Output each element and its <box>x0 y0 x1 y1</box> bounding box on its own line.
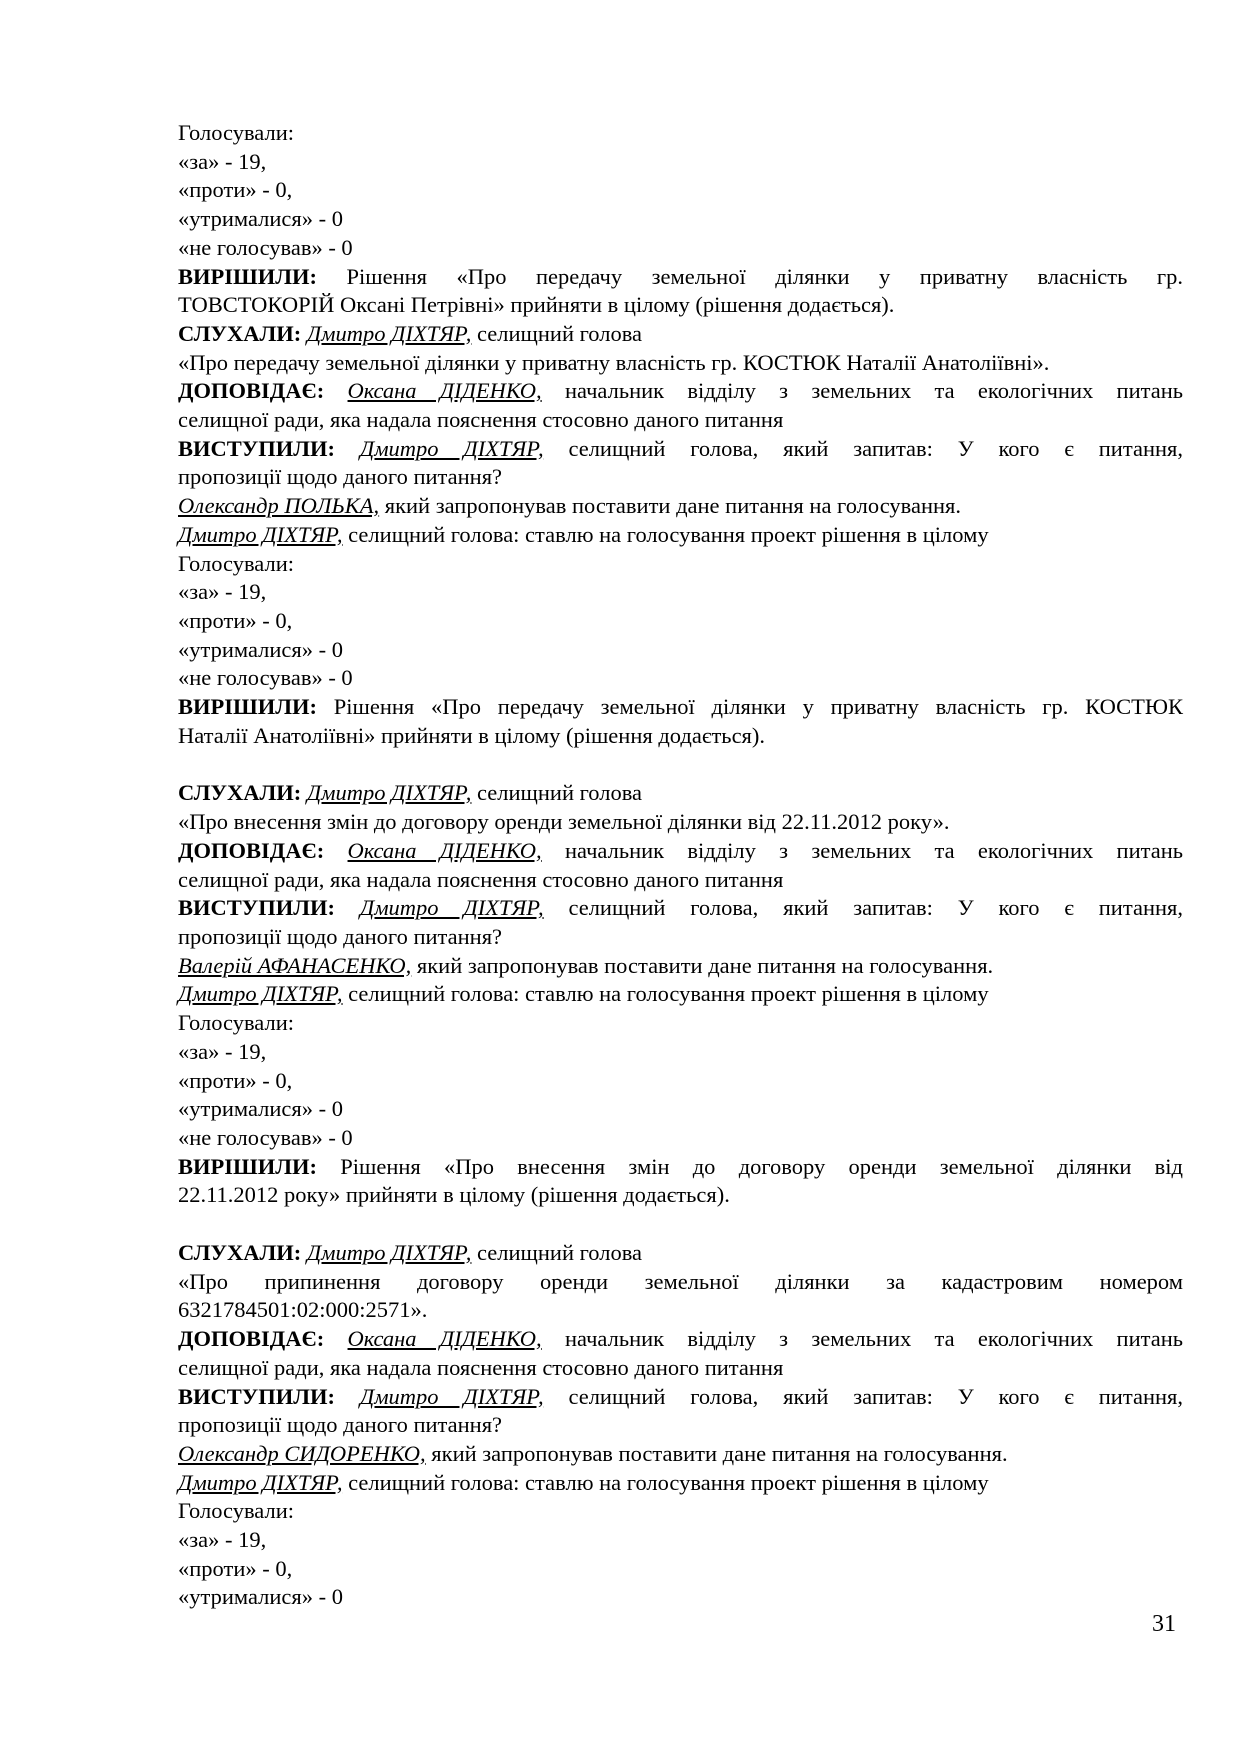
reports-line: селищної ради, яка надала пояснення стосовно даного питання <box>178 866 784 892</box>
decided-label: ВИРІШИЛИ: <box>178 1153 317 1179</box>
speaker-role: селищний голова <box>471 1240 643 1266</box>
heard-label: СЛУХАЛИ: <box>178 320 302 346</box>
reporter-text: начальник відділу з земельних та екологічних питань <box>541 1326 1184 1352</box>
vote-abstain: «утрималися» - 0 <box>178 1096 344 1122</box>
chair-text: селищний голова: ставлю на голосування проект рішення в цілому <box>342 1469 989 1495</box>
proposer-name: Олександр ПОЛЬКА, <box>178 493 380 519</box>
reports-line: селищної ради, яка надала пояснення стосовно даного питання <box>178 1354 784 1380</box>
decision-text: Рішення «Про передачу земельної ділянки у приватну власність гр. КОСТЮК <box>316 694 1183 720</box>
spoke-line <box>178 1383 1183 1412</box>
reports-label: ДОПОВІДАЄ: <box>178 378 325 404</box>
heard-label: СЛУХАЛИ: <box>178 1240 302 1266</box>
reporter-name: Оксана ДІДЕНКО, <box>347 837 542 863</box>
reports-line <box>178 837 1183 866</box>
vote-none: «не голосував» - 0 <box>178 234 353 260</box>
proposer-name: Валерій АФАНАСЕНКО, <box>178 952 412 978</box>
proposer-text: який запропонував поставити дане питання на голосування. <box>425 1440 1008 1466</box>
decided-label: ВИРІШИЛИ: <box>178 263 317 289</box>
decision-line: Наталії Анатоліївні» прийняти в цілому (рішення додається). <box>178 722 766 748</box>
spoke-line <box>178 894 1183 923</box>
decision-line: 22.11.2012 року» прийняти в цілому (рішення додається). <box>178 1182 730 1208</box>
topic-line: 6321784501:02:000:2571». <box>178 1297 428 1323</box>
vote-label: Голосували: <box>178 1498 294 1524</box>
reports-label: ДОПОВІДАЄ: <box>178 1326 325 1352</box>
topic-line: «Про передачу земельної ділянки у приватну власність гр. КОСТЮК Наталії Анатоліївні». <box>178 349 1050 375</box>
reports-label: ДОПОВІДАЄ: <box>178 837 325 863</box>
vote-label: Голосували: <box>178 1010 294 1036</box>
vote-for: «за» - 19, <box>178 579 267 605</box>
spoke-label: ВИСТУПИЛИ: <box>178 1383 336 1409</box>
vote-against: «проти» - 0, <box>178 177 293 203</box>
vote-abstain: «утрималися» - 0 <box>178 636 344 662</box>
speaker-name: Дмитро ДІХТЯР, <box>359 1383 544 1409</box>
chair-line <box>178 1469 1183 1498</box>
heard-line <box>178 779 1183 808</box>
proposer-name: Олександр СИДОРЕНКО, <box>178 1440 426 1466</box>
reports-line: селищної ради, яка надала пояснення стосовно даного питання <box>178 407 784 433</box>
reporter-name: Оксана ДІДЕНКО, <box>347 378 542 404</box>
vote-for: «за» - 19, <box>178 1527 267 1553</box>
heard-label: СЛУХАЛИ: <box>178 780 302 806</box>
spoke-text: селищний голова, який запитав: У кого є питання, <box>543 435 1183 461</box>
heard-line <box>178 1239 1183 1268</box>
chair-line <box>178 521 1183 550</box>
speaker-name: Дмитро ДІХТЯР, <box>306 320 472 346</box>
speaker-name: Дмитро ДІХТЯР, <box>306 1240 472 1266</box>
reports-line <box>178 377 1183 406</box>
reporter-text: начальник відділу з земельних та екологічних питань <box>541 378 1184 404</box>
spoke-line <box>178 435 1183 464</box>
decided-label: ВИРІШИЛИ: <box>178 694 317 720</box>
vote-abstain: «утрималися» - 0 <box>178 206 344 232</box>
page-number: 31 <box>1152 1611 1176 1637</box>
decision-line <box>178 1153 1183 1182</box>
speaker-name: Дмитро ДІХТЯР, <box>359 435 544 461</box>
chair-text: селищний голова: ставлю на голосування проект рішення в цілому <box>342 981 989 1007</box>
spoke-line: пропозиції щодо даного питання? <box>178 464 503 490</box>
chair-name: Дмитро ДІХТЯР, <box>178 521 343 547</box>
spoke-text: селищний голова, який запитав: У кого є питання, <box>543 1383 1183 1409</box>
speaker-name: Дмитро ДІХТЯР, <box>306 780 472 806</box>
chair-line <box>178 980 1183 1009</box>
heard-line <box>178 320 1183 349</box>
section-gap <box>178 1210 1183 1239</box>
vote-for: «за» - 19, <box>178 1038 267 1064</box>
spoke-label: ВИСТУПИЛИ: <box>178 435 336 461</box>
vote-against: «проти» - 0, <box>178 1067 293 1093</box>
document-page <box>178 119 1183 1612</box>
spoke-label: ВИСТУПИЛИ: <box>178 895 336 921</box>
chair-name: Дмитро ДІХТЯР, <box>178 1469 343 1495</box>
proposer-line <box>178 492 1183 521</box>
proposer-line <box>178 952 1183 981</box>
chair-name: Дмитро ДІХТЯР, <box>178 981 343 1007</box>
decision-text: Рішення «Про внесення змін до договору оренди земельної ділянки від <box>316 1153 1183 1179</box>
vote-abstain: «утрималися» - 0 <box>178 1584 344 1610</box>
spoke-text: селищний голова, який запитав: У кого є питання, <box>543 895 1183 921</box>
vote-against: «проти» - 0, <box>178 1555 293 1581</box>
spoke-line: пропозиції щодо даного питання? <box>178 923 503 949</box>
spoke-line: пропозиції щодо даного питання? <box>178 1412 503 1438</box>
chair-text: селищний голова: ставлю на голосування проект рішення в цілому <box>342 521 989 547</box>
vote-none: «не голосував» - 0 <box>178 1124 353 1150</box>
decision-text: Рішення «Про передачу земельної ділянки у приватну власність гр. <box>316 263 1183 289</box>
decision-line <box>178 693 1183 722</box>
vote-label: Голосували: <box>178 120 294 145</box>
speaker-name: Дмитро ДІХТЯР, <box>359 895 544 921</box>
vote-label: Голосували: <box>178 550 294 576</box>
proposer-text: який запропонував поставити дане питання на голосування. <box>379 493 962 519</box>
proposer-line <box>178 1440 1183 1469</box>
speaker-role: селищний голова <box>471 320 643 346</box>
speaker-role: селищний голова <box>471 780 643 806</box>
decision-line: ТОВСТОКОРІЙ Оксані Петрівні» прийняти в цілому (рішення додається). <box>178 292 895 318</box>
decision-line <box>178 263 1183 292</box>
topic-line: «Про внесення змін до договору оренди земельної ділянки від 22.11.2012 року». <box>178 809 950 835</box>
section-gap <box>178 750 1183 779</box>
vote-for: «за» - 19, <box>178 148 267 174</box>
proposer-text: який запропонував поставити дане питання на голосування. <box>411 952 994 978</box>
vote-against: «проти» - 0, <box>178 607 293 633</box>
topic-line: «Про припинення договору оренди земельної ділянки за кадастровим номером <box>178 1268 1183 1294</box>
reporter-text: начальник відділу з земельних та екологічних питань <box>541 837 1184 863</box>
vote-none: «не голосував» - 0 <box>178 665 353 691</box>
reporter-name: Оксана ДІДЕНКО, <box>347 1326 542 1352</box>
reports-line <box>178 1325 1183 1354</box>
